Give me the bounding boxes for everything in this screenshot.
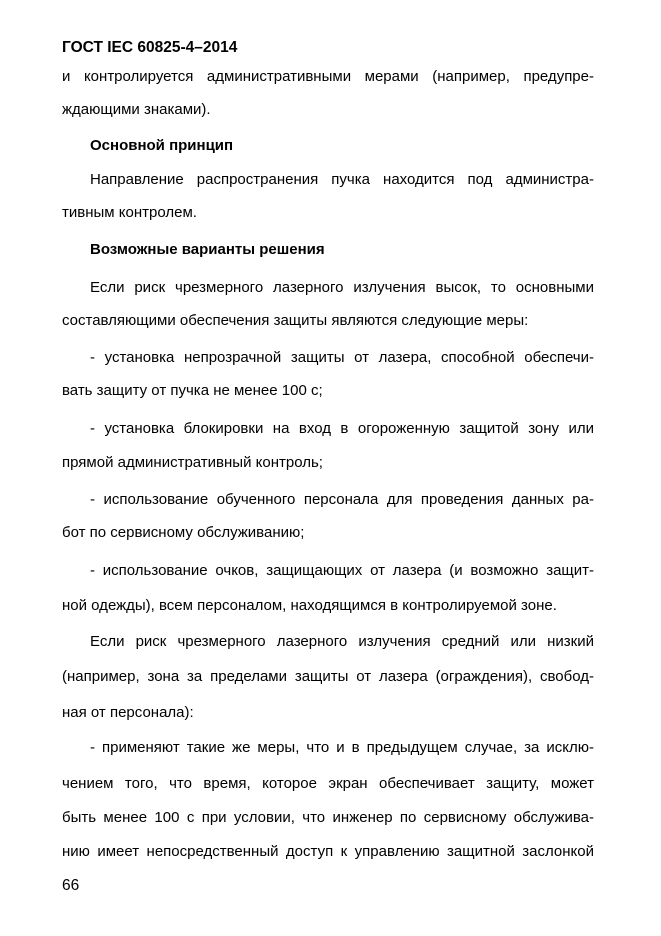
page-number: 66 bbox=[62, 877, 80, 894]
text-line: составляющими обеспечения защиты являются следующие меры: bbox=[62, 312, 529, 329]
text-line: быть менее 100 с при условии, что инженер по сервисному обслужива- bbox=[62, 809, 594, 826]
text-line: Направление распространения пучка находится под администра- bbox=[90, 171, 594, 188]
text-line: - установка непрозрачной защиты от лазера, способной обеспечи- bbox=[90, 349, 594, 366]
text-line: бот по сервисному обслуживанию; bbox=[62, 524, 305, 541]
text-line: и контролируется административными мерами (например, предупре- bbox=[62, 68, 594, 85]
text-line: - применяют такие же меры, что и в предыдущем случае, за исклю- bbox=[90, 739, 594, 756]
text-line: нию имеет непосредственный доступ к управлению защитной заслонкой bbox=[62, 843, 594, 860]
text-line: вать защиту от пучка не менее 100 с; bbox=[62, 382, 323, 399]
text-line: ной одежды), всем персоналом, находящимся в контролируемой зоне. bbox=[62, 597, 557, 614]
text-line: тивным контролем. bbox=[62, 204, 197, 221]
section-heading: Основной принцип bbox=[90, 137, 234, 154]
text-line: Если риск чрезмерного лазерного излучения высок, то основными bbox=[90, 279, 594, 296]
text-line: (например, зона за пределами защиты от лазера (ограждения), свобод- bbox=[62, 668, 594, 685]
text-line: ная от персонала): bbox=[62, 704, 194, 721]
document-header: ГОСТ IEC 60825-4–2014 bbox=[62, 39, 238, 56]
text-line: Если риск чрезмерного лазерного излучения средний или низкий bbox=[90, 633, 594, 650]
text-line: - использование очков, защищающих от лазера (и возможно защит- bbox=[90, 562, 594, 579]
text-line: - установка блокировки на вход в огороженную защитой зону или bbox=[90, 420, 594, 437]
text-line: - использование обученного персонала для проведения данных ра- bbox=[90, 491, 594, 508]
text-line: ждающими знаками). bbox=[62, 101, 211, 118]
section-heading: Возможные варианты решения bbox=[90, 241, 325, 258]
text-line: чением того, что время, которое экран обеспечивает защиту, может bbox=[62, 775, 594, 792]
text-line: прямой административный контроль; bbox=[62, 454, 323, 471]
